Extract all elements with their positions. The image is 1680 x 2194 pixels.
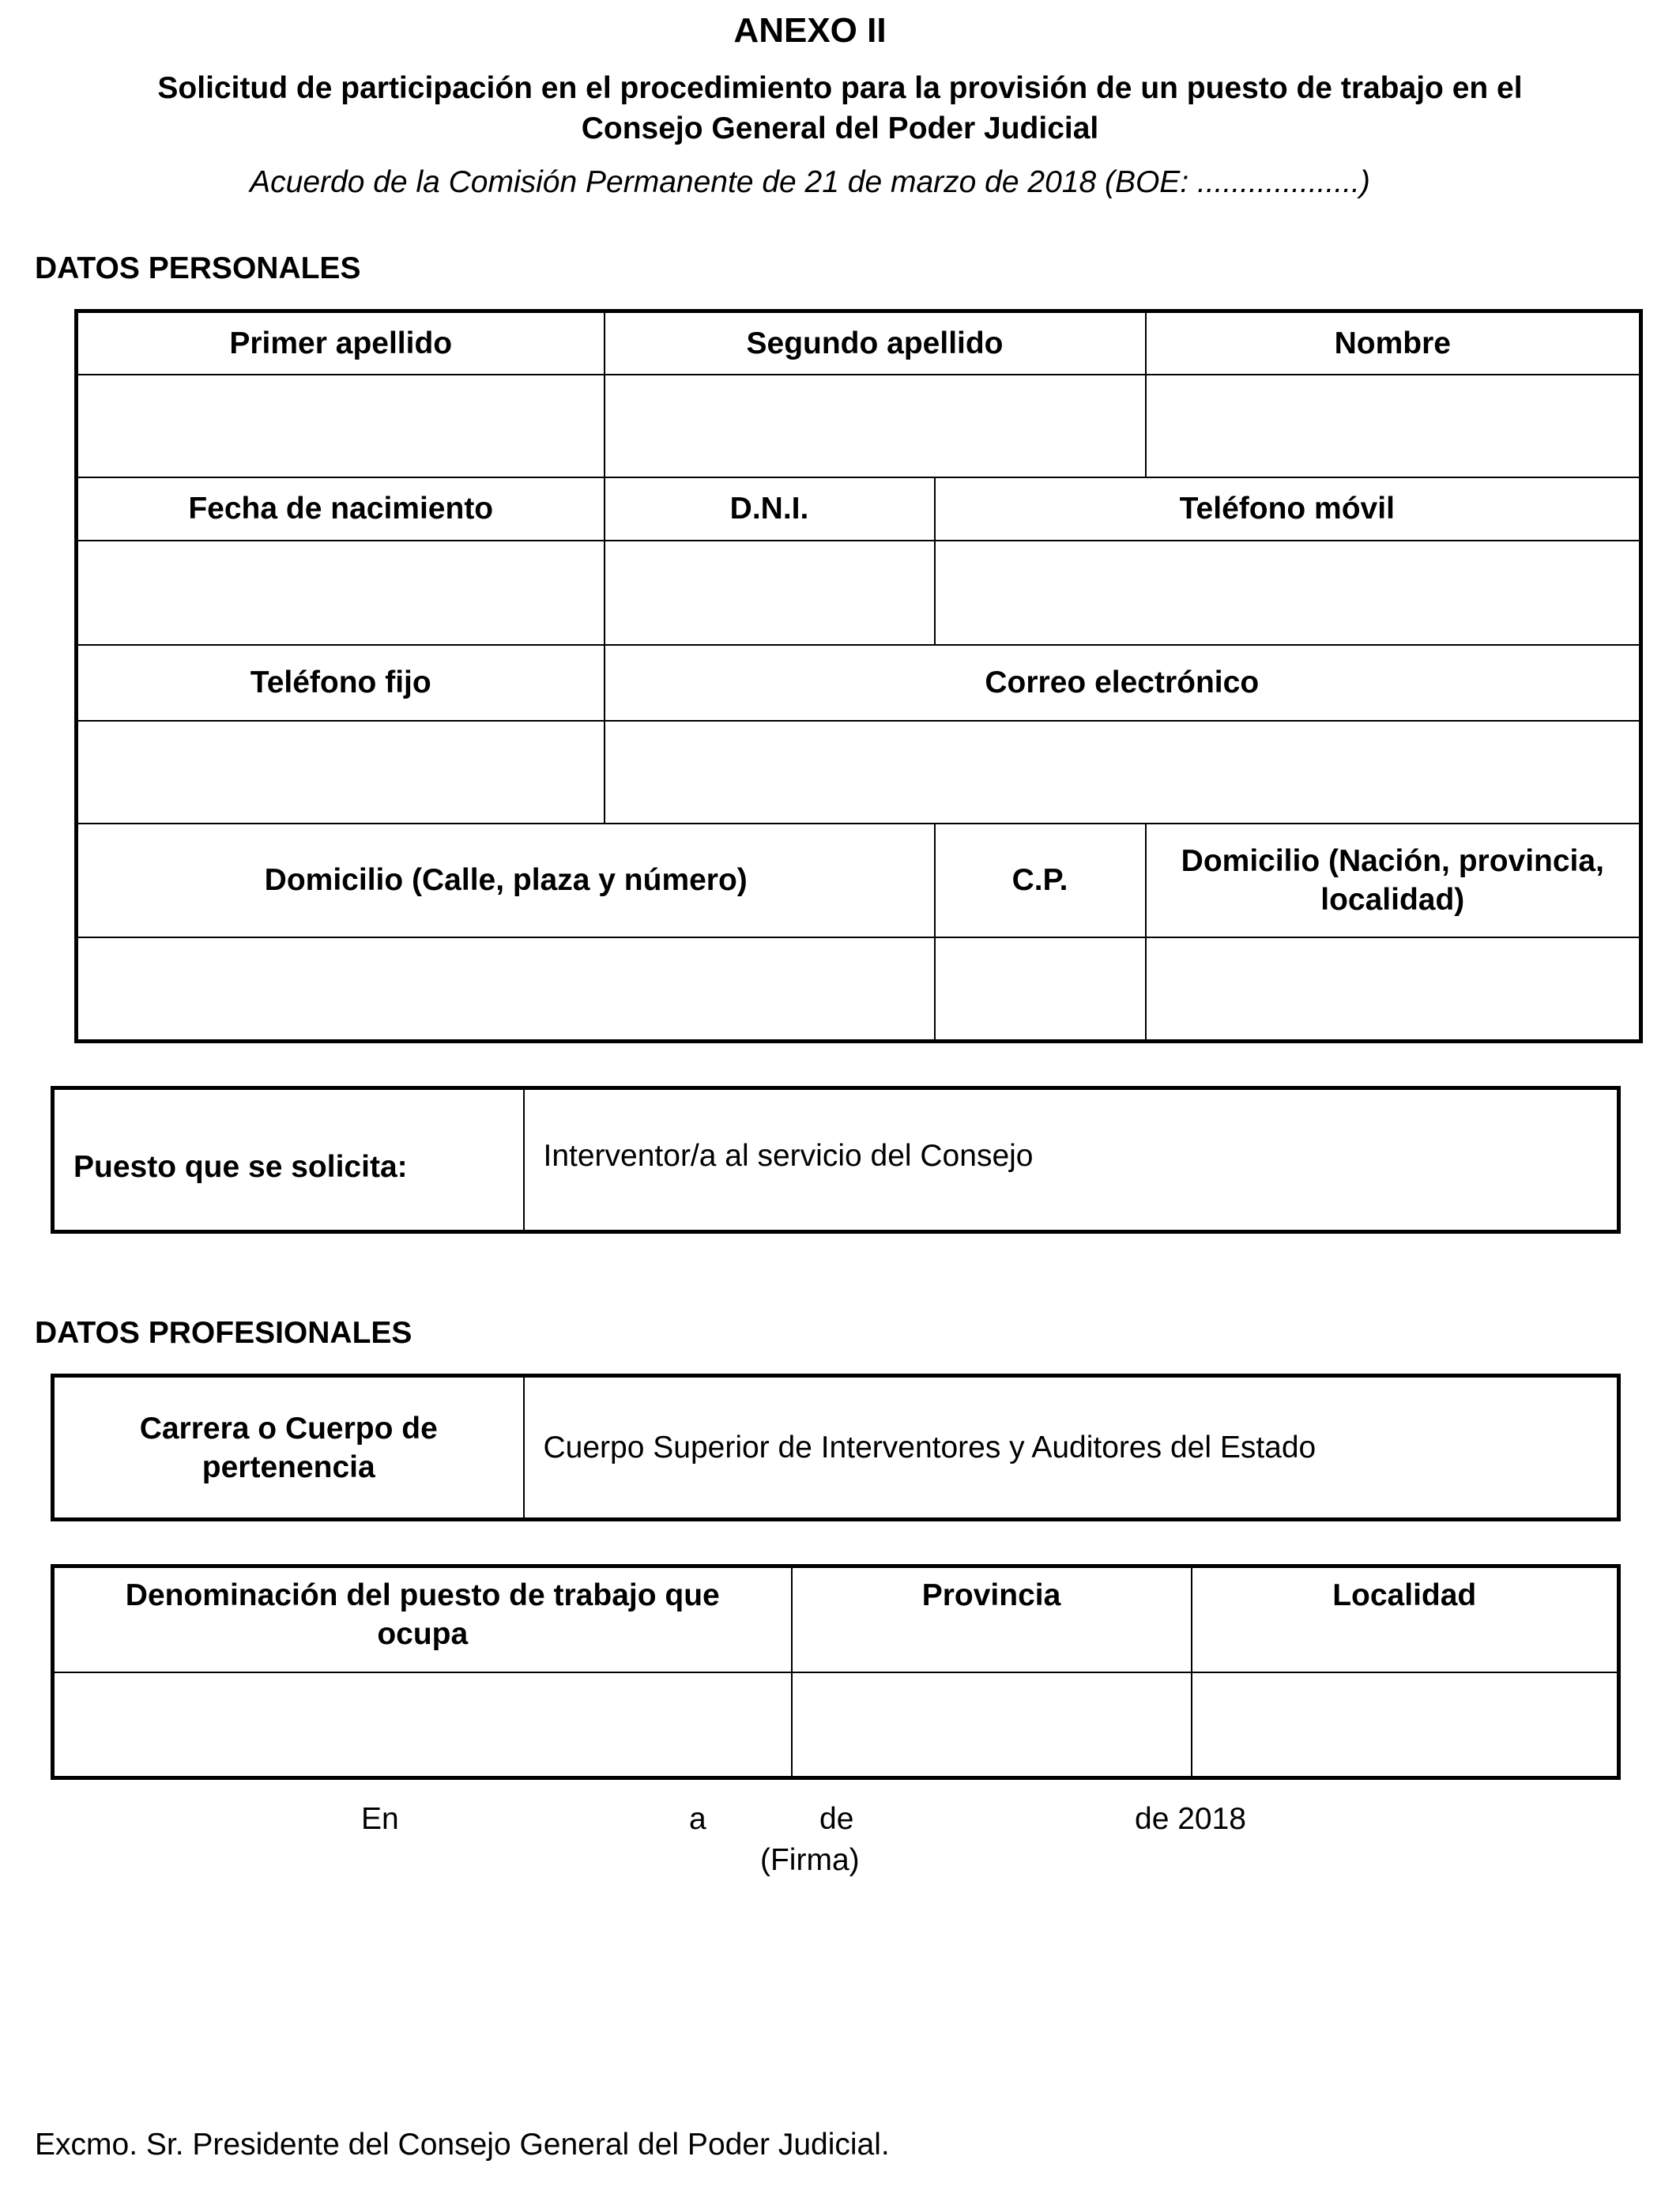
- localidad-label: Localidad: [1192, 1566, 1619, 1672]
- telefono-movil-field[interactable]: [935, 541, 1641, 645]
- puesto-value[interactable]: Interventor/a al servicio del Consejo: [524, 1088, 1619, 1232]
- footer-de: de: [819, 1802, 854, 1836]
- fecha-nacimiento-label: Fecha de nacimiento: [77, 477, 605, 541]
- cp-field[interactable]: [935, 937, 1146, 1042]
- domicilio-nacion-line-2: localidad): [1320, 882, 1465, 917]
- nombre-label: Nombre: [1146, 311, 1641, 375]
- page-title: ANEXO II: [733, 11, 887, 50]
- domicilio-calle-label: Domicilio (Calle, plaza y número): [77, 824, 935, 937]
- acuerdo-reference: Acuerdo de la Comisión Permanente de 21 de marzo de 2018 (BOE: ...................): [250, 165, 1370, 199]
- denominacion-label-line-1: Denominación del puesto de trabajo que: [125, 1578, 720, 1612]
- datos-profesionales-heading: DATOS PROFESIONALES: [35, 1316, 412, 1350]
- carrera-label-line-2: pertenencia: [202, 1449, 375, 1484]
- primer-apellido-field[interactable]: [77, 375, 605, 477]
- localidad-field[interactable]: [1192, 1672, 1619, 1778]
- telefono-fijo-field[interactable]: [77, 721, 605, 824]
- datos-personales-heading: DATOS PERSONALES: [35, 251, 361, 285]
- carrera-table: [51, 1374, 1621, 1521]
- dni-field[interactable]: [605, 541, 935, 645]
- telefono-movil-label: Teléfono móvil: [935, 477, 1641, 541]
- form-subtitle: [0, 68, 1680, 149]
- dni-label: D.N.I.: [605, 477, 935, 541]
- segundo-apellido-field[interactable]: [605, 375, 1146, 477]
- correo-electronico-field[interactable]: [605, 721, 1641, 824]
- puesto-actual-table: [51, 1564, 1621, 1780]
- subtitle-line-2: Consejo General del Poder Judicial: [581, 111, 1099, 145]
- puesto-table: [51, 1086, 1621, 1234]
- cp-label: C.P.: [935, 824, 1146, 937]
- carrera-label-line-1: Carrera o Cuerpo de: [139, 1411, 438, 1446]
- segundo-apellido-label: Segundo apellido: [605, 311, 1146, 375]
- provincia-field[interactable]: [792, 1672, 1192, 1778]
- domicilio-calle-field[interactable]: [77, 937, 935, 1042]
- telefono-fijo-label: Teléfono fijo: [77, 645, 605, 721]
- firma-label: (Firma): [760, 1843, 860, 1877]
- primer-apellido-label: Primer apellido: [77, 311, 605, 375]
- denominacion-field[interactable]: [53, 1672, 792, 1778]
- footer-en: En: [361, 1802, 399, 1836]
- puesto-label: Puesto que se solicita:: [53, 1088, 524, 1232]
- denominacion-label-line-2: ocupa: [377, 1617, 469, 1651]
- domicilio-nacion-line-1: Domicilio (Nación, provincia,: [1181, 843, 1604, 878]
- fecha-nacimiento-field[interactable]: [77, 541, 605, 645]
- carrera-label: [53, 1376, 524, 1520]
- subtitle-line-1: Solicitud de participación en el procedimiento para la provisión de un puesto de trabajo en el: [157, 71, 1523, 105]
- correo-electronico-label: Correo electrónico: [605, 645, 1641, 721]
- footer-de-2018: de 2018: [1135, 1802, 1246, 1836]
- domicilio-nacion-field[interactable]: [1146, 937, 1641, 1042]
- nombre-field[interactable]: [1146, 375, 1641, 477]
- destinatario: Excmo. Sr. Presidente del Consejo General del Poder Judicial.: [35, 2128, 890, 2162]
- domicilio-nacion-label: [1146, 824, 1641, 937]
- denominacion-label: [53, 1566, 792, 1672]
- provincia-label: Provincia: [792, 1566, 1192, 1672]
- footer-a: a: [689, 1802, 706, 1836]
- datos-personales-table: [74, 309, 1643, 1043]
- carrera-value[interactable]: Cuerpo Superior de Interventores y Auditores del Estado: [524, 1376, 1619, 1520]
